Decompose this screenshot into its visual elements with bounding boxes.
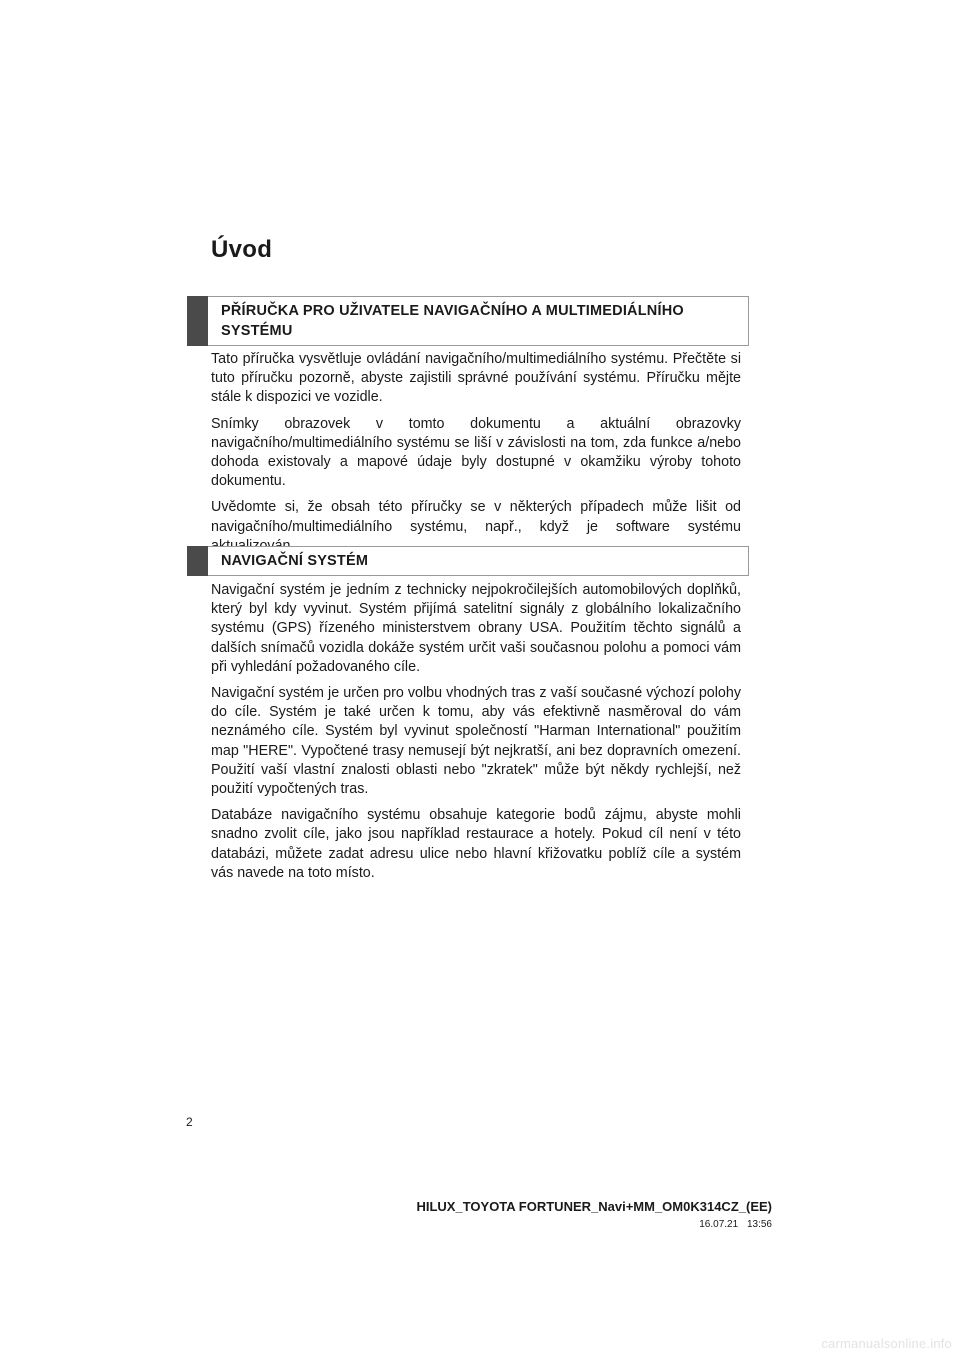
section-header-navigation-system bbox=[187, 546, 749, 576]
document-code: HILUX_TOYOTA FORTUNER_Navi+MM_OM0K314CZ_(EE) bbox=[416, 1199, 772, 1214]
paragraph: Navigační systém je jedním z technicky nejpokročilejších automobilových doplňků, který byl kdy vyvinut. Systém přijímá satelitní signály z globálního lokalizačního systému (GPS) řízeného ministerstvem obrany USA. Použitím těchto signálů a dalších snímačů vozidla dokáže systém určit vaši současnou polohu a pomoci vám při vyhledání požadovaného cíle. bbox=[211, 582, 741, 675]
page-title: Úvod bbox=[211, 236, 273, 263]
section-header-bar bbox=[187, 296, 208, 346]
document-date: 16.07.21 bbox=[699, 1219, 739, 1230]
paragraph: Navigační systém je určen pro volbu vhodných tras z vaší současné výchozí polohy do cíle. Systém je také určen k tomu, aby vás efektivně nasměroval do vám neznámého cíle. Systém byl vyvinut společností "Harman International" použitím map "HERE". Vypočtené trasy nemusejí být nejkratší, ani bez dopravních omezení. Použití vaší vlastní znalosti oblasti nebo "zkratek" může být někdy rychlejší, než použití vypočtených tras. bbox=[211, 685, 741, 798]
paragraph: Databáze navigačního systému obsahuje kategorie bodů zájmu, abyste mohli snadno zvolit cíle, jako jsou například restaurace a hotely. Pokud cíl není v této databázi, můžete zadat adresu ulice nebo hlavní křižovatku poblíž cíle a systém vás navede na toto místo. bbox=[211, 807, 741, 881]
paragraph: Uvědomte si, že obsah této příručky se v některých případech může lišit od navigačního/multimediálního systému, např., když je software systému bbox=[211, 499, 741, 535]
watermark: carmanualsonline.info bbox=[821, 1336, 952, 1351]
document-timestamp bbox=[699, 1219, 772, 1230]
page-number: 2 bbox=[186, 1115, 193, 1129]
section-header-bar bbox=[187, 546, 208, 576]
section-heading: NAVIGAČNÍ SYSTÉM bbox=[221, 553, 369, 569]
section-body-navigation-system bbox=[211, 581, 741, 890]
section-heading: PŘÍRUČKA PRO UŽIVATELE NAVIGAČNÍHO A MULTIMEDIÁLNÍHO SYSTÉMU bbox=[221, 303, 684, 339]
paragraph: Snímky obrazovek v tomto dokumentu a aktuální obrazovky navigačního/multimediálního systému se liší v závislosti na tom, zda funkce a/nebo dohoda existovaly a mapové údaje byly dostupné v okamžiku výroby tohoto dokumentu. bbox=[211, 415, 741, 490]
section-body-user-manual bbox=[211, 350, 741, 563]
paragraph: Tato příručka vysvětluje ovládání navigačního/multimediálního systému. Přečtěte si tuto příručku pozorně, abyste zajistili správné používání systému. Příručku mějte stále k dispozici ve vozidle. bbox=[211, 351, 741, 406]
section-header-user-manual bbox=[187, 296, 749, 346]
document-time: 13:56 bbox=[746, 1219, 772, 1230]
